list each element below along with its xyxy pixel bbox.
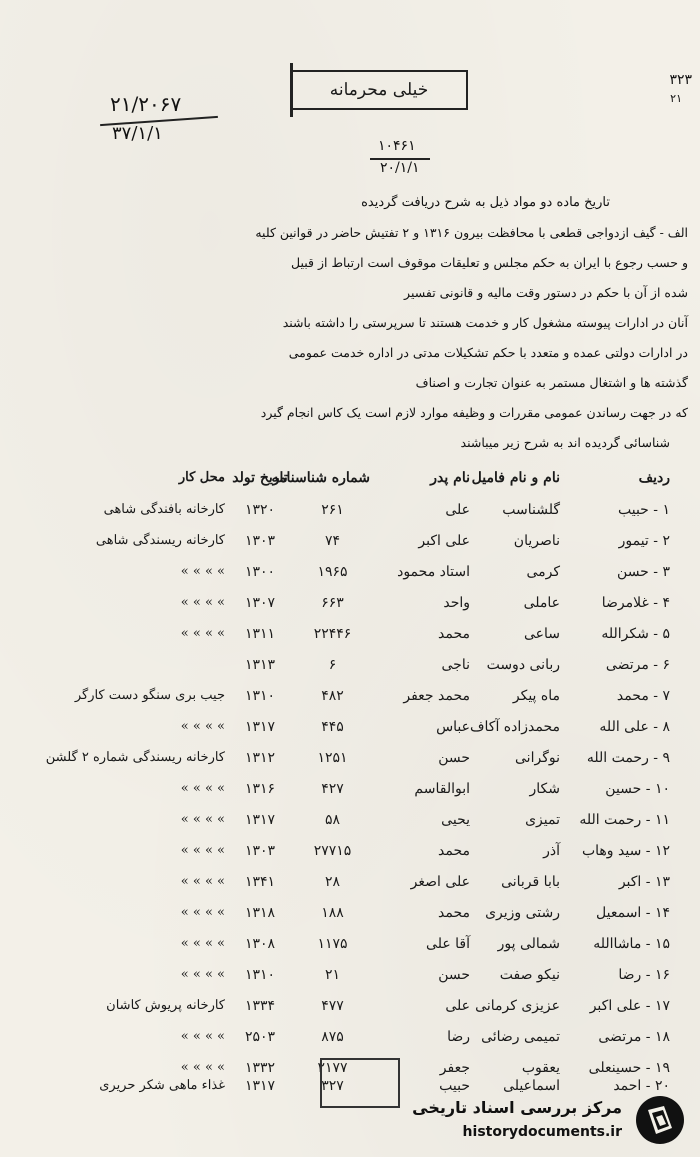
row-workplace: » » » » [180, 905, 225, 920]
body-line-7: گذشته ها و اشتغال مستمر به عنوان تجارت و اصناف [415, 375, 688, 390]
classification-title [290, 70, 468, 110]
body-line-8: که در جهت رساندن عمومی مقررات و وظیفه موارد لازم است یک کاس انجام گیرد [260, 405, 688, 420]
row-family: آذر [543, 843, 560, 859]
row-father: رضا [447, 1029, 470, 1045]
row-workplace: » » » » [180, 626, 225, 641]
row-year: ۱۳۳۲ [244, 1060, 276, 1076]
row-name: ۱۸ - مرتضی [598, 1029, 670, 1045]
row-family: بابا قربانی [501, 874, 560, 890]
table-row [30, 781, 670, 809]
row-family: عاملی [523, 595, 560, 611]
row-year: ۱۳۰۷ [244, 595, 276, 611]
reference-date: ۲۰/۱/۱ [380, 160, 420, 176]
row-year: ۱۳۱۱ [244, 626, 276, 642]
row-year: ۱۳۱۶ [244, 781, 276, 797]
row-year: ۱۳۰۳ [244, 843, 276, 859]
row-id-no: ۳۲۷ [321, 1078, 344, 1094]
row-name: ۵ - شکرالله [601, 626, 670, 642]
table-row [30, 936, 670, 964]
row-father: حبیب [439, 1078, 470, 1094]
row-year: ۱۳۱۲ [244, 750, 276, 766]
row-family: شمالی پور [497, 936, 560, 952]
row-id-no: ۲۲۴۴۶ [313, 626, 352, 642]
table-row [30, 657, 670, 685]
table-row [30, 905, 670, 933]
row-name: ۹ - رحمت الله [586, 750, 670, 766]
row-year: ۲۵۰۳ [244, 1029, 276, 1045]
row-workplace: » » » » [180, 874, 225, 889]
row-workplace: » » » » [180, 564, 225, 579]
row-year: ۱۳۱۰ [244, 688, 276, 704]
table-row [30, 626, 670, 654]
row-id-no: ۲۷۷۱۵ [313, 843, 352, 859]
row-workplace: غذاء ماهی شکر حریری [99, 1078, 225, 1093]
stamp-box [320, 1058, 400, 1108]
archive-name: مرکز بررسی اسناد تاریخی [412, 1098, 622, 1117]
row-id-no: ۸۷۵ [321, 1029, 344, 1045]
row-workplace: کارخانه پریوش کاشان [106, 998, 225, 1013]
row-workplace: جیب بری سنگو دست کارگر [74, 688, 225, 703]
title-box-mark [290, 63, 301, 117]
top-right-number-2: ۲۱ [670, 92, 682, 105]
body-line-1: تاریخ ماده دو مواد ذیل به شرح دریافت گردیده [361, 195, 610, 210]
title-text: خیلی محرمانه [329, 80, 429, 100]
row-year: ۱۳۱۳ [244, 657, 276, 673]
row-workplace: کارخانه بافندگی شاهی [103, 502, 225, 517]
table-row [30, 843, 670, 871]
top-left-number-1: ۲۱/۲۰۶۷ [110, 92, 182, 116]
row-family: ماه پیکر [512, 688, 560, 704]
row-father: یحیی [441, 812, 470, 828]
table-row [30, 502, 670, 530]
row-name: ۶ - مرتضی [605, 657, 670, 673]
row-father: آقا علی [426, 936, 470, 952]
body-line-2: الف - گیف ازدواجی قطعی با محافظت بیرون ۱۳۱۶ و ۲ تفتیش حاضر در قوانین کلیه [255, 225, 688, 240]
row-workplace: » » » » [180, 936, 225, 951]
row-name: ۱۱ - رحمت الله [579, 812, 670, 828]
table-row [30, 1029, 670, 1057]
row-year: ۱۳۴۱ [244, 874, 276, 890]
row-year: ۱۳۱۸ [244, 905, 276, 921]
row-name: ۳ - حسن [617, 564, 670, 580]
table-row [30, 998, 670, 1026]
row-name: ۱۵ - ماشاالله [593, 936, 670, 952]
row-year: ۱۳۰۳ [244, 533, 276, 549]
row-father: واحد [443, 595, 470, 611]
row-year: ۱۳۱۷ [244, 812, 276, 828]
row-family: تمیزی [525, 812, 560, 828]
row-year: ۱۳۱۷ [244, 719, 276, 735]
row-year: ۱۳۱۷ [244, 1078, 276, 1094]
row-father: علی اصغر [410, 874, 470, 890]
row-id-no: ۲۶۱ [321, 502, 344, 518]
row-father: محمد [438, 905, 470, 921]
row-workplace: » » » » [180, 1060, 225, 1075]
header-id-no: شماره شناسنامه [271, 470, 370, 486]
row-name: ۸ - علی الله [599, 719, 670, 735]
row-father: ابوالقاسم [414, 781, 470, 797]
row-family: ناصریان [513, 533, 560, 549]
row-workplace: » » » » [180, 812, 225, 827]
header-year: تاریخ تولد [232, 470, 288, 486]
row-id-no: ۶ [328, 657, 337, 673]
row-father: حسن [438, 967, 470, 983]
row-father: جعفر [439, 1060, 470, 1076]
row-workplace: کارخانه ریسندگی شاهی [95, 533, 225, 548]
row-family: یعقوب [521, 1060, 560, 1076]
row-name: ۱۹ - حسینعلی [588, 1060, 670, 1076]
reference-number: ۱۰۴۶۱ [378, 138, 416, 154]
row-family: کرمی [526, 564, 560, 580]
table-row [30, 750, 670, 778]
row-id-no: ۱۱۷۵ [317, 936, 348, 952]
table-row [30, 719, 670, 747]
table-row [30, 812, 670, 840]
row-family: ربانی دوست [486, 657, 560, 673]
header-family: نام و نام فامیل [471, 470, 560, 486]
row-workplace: » » » » [180, 595, 225, 610]
row-family: عزیزی کرمانی [475, 998, 560, 1014]
row-id-no: ۷۴ [324, 533, 341, 549]
row-id-no: ۴۷۷ [321, 998, 344, 1014]
row-family: ساعی [523, 626, 560, 642]
row-id-no: ۲۱ [324, 967, 341, 983]
row-family: تمیمی رضائی [481, 1029, 560, 1045]
row-family: محمدزاده آکاف [470, 719, 560, 735]
row-id-no: ۱۲۵۱ [317, 750, 348, 766]
row-father: حسن [438, 750, 470, 766]
row-name: ۱۷ - علی اکبر [589, 998, 670, 1014]
row-father: محمد [438, 843, 470, 859]
row-father: استاد محمود [397, 564, 470, 580]
row-year: ۱۳۲۰ [244, 502, 276, 518]
row-family: نوگرانی [515, 750, 560, 766]
row-name: ۱ - حبیب [617, 502, 670, 518]
row-id-no: ۶۶۳ [321, 595, 344, 611]
row-family: رشتی وزیری [485, 905, 560, 921]
row-workplace: » » » » [180, 719, 225, 734]
row-year: ۱۳۱۰ [244, 967, 276, 983]
archive-watermark [407, 1090, 692, 1150]
row-year: ۱۳۰۸ [244, 936, 276, 952]
row-family: شکار [529, 781, 560, 797]
row-name: ۷ - محمد [616, 688, 670, 704]
row-father: محمد جعفر [403, 688, 470, 704]
body-line-3: و حسب رجوع با ایران به حکم مجلس و تعلیقات موقوف است ارتباط از قبیل [291, 255, 688, 270]
table-row [30, 595, 670, 623]
row-id-no: ۱۹۶۵ [317, 564, 348, 580]
top-right-number-1: ۳۲۳ [669, 72, 692, 88]
row-father: ناجی [441, 657, 470, 673]
row-id-no: ۴۴۵ [321, 719, 344, 735]
row-father: علی [445, 998, 470, 1014]
row-workplace: » » » » [180, 843, 225, 858]
row-family: اسماعیلی [503, 1078, 560, 1094]
table-header [30, 470, 670, 498]
body-line-9: شناسائی گردیده اند به شرح زیر میباشند [460, 435, 670, 450]
row-name: ۱۲ - سید وهاب [581, 843, 670, 859]
row-id-no: ۵۸ [324, 812, 341, 828]
row-id-no: ۱۸۸ [321, 905, 344, 921]
row-workplace: کارخانه ریسندگی شماره ۲ گلشن [45, 750, 225, 765]
body-line-5: آنان در ادارات پیوسته مشغول کار و خدمت هستند تا سرپرستی را داشته باشند [282, 315, 688, 330]
archive-url: historydocuments.ir [462, 1124, 622, 1140]
row-father: علی اکبر [418, 533, 470, 549]
archive-logo-icon [634, 1094, 686, 1146]
row-id-no: ۲۸ [324, 874, 341, 890]
row-name: ۲۰ - احمد [613, 1078, 670, 1094]
top-left-number-2: ۳۷/۱/۱ [112, 123, 163, 144]
row-year: ۱۳۰۰ [244, 564, 276, 580]
row-year: ۱۳۳۴ [244, 998, 276, 1014]
row-name: ۱۰ - حسین [605, 781, 670, 797]
row-id-no: ۴۲۷ [321, 781, 344, 797]
header-index: ردیف [638, 470, 670, 486]
row-name: ۴ - غلامرضا [601, 595, 670, 611]
header-workplace: محل کار [178, 470, 225, 485]
row-workplace: » » » » [180, 967, 225, 982]
table-row [30, 967, 670, 995]
table-row [30, 533, 670, 561]
row-father: محمد [438, 626, 470, 642]
table-row [30, 564, 670, 592]
table-row [30, 688, 670, 716]
row-father: علی [445, 502, 470, 518]
row-id-no: ۲۱۷۷ [317, 1060, 348, 1076]
body-line-4: شده از آن با حکم در دستور وقت مالیه و قانونی تفسیر [404, 285, 688, 300]
row-father: عباس [436, 719, 470, 735]
row-id-no: ۴۸۲ [321, 688, 344, 704]
row-name: ۲ - تیمور [618, 533, 670, 549]
table-row [30, 874, 670, 902]
row-name: ۱۳ - اکبر [618, 874, 670, 890]
row-workplace: » » » » [180, 1029, 225, 1044]
row-name: ۱۶ - رضا [618, 967, 670, 983]
row-workplace: » » » » [180, 781, 225, 796]
row-family: گلشناسب [502, 502, 560, 518]
header-father: نام پدر [430, 470, 470, 486]
body-line-6: در ادارات دولتی عمده و متعدد با حکم تشکیلات مدتی در اداره خدمت عمومی [288, 345, 688, 360]
row-family: نیکو صفت [499, 967, 560, 983]
row-name: ۱۴ - اسمعیل [596, 905, 670, 921]
